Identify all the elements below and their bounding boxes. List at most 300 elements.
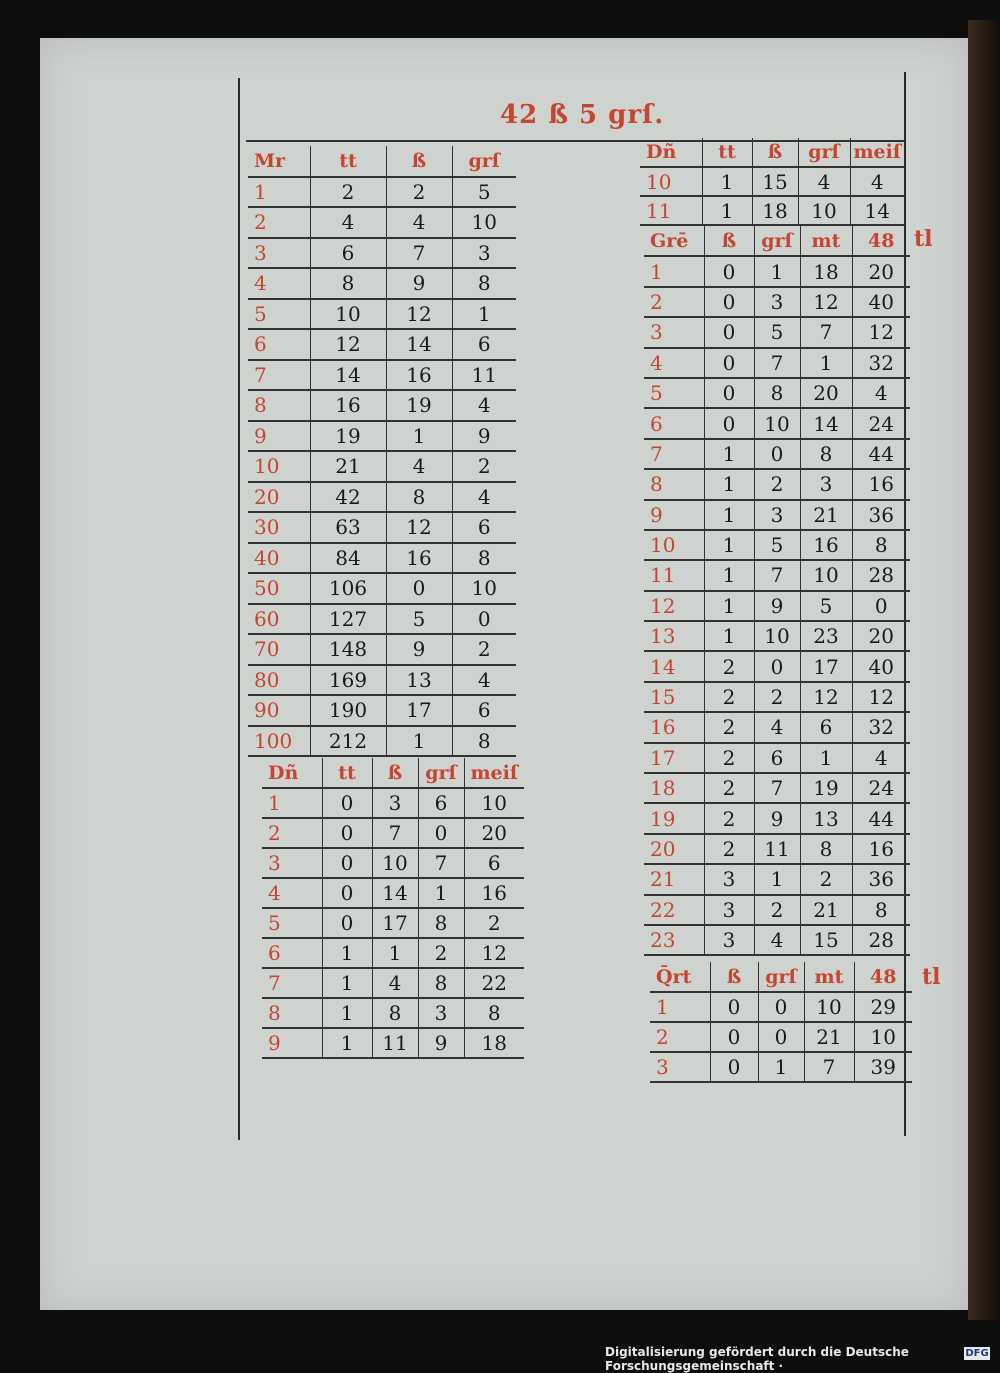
table-cell: 0 (704, 408, 754, 438)
table-cell: 10 (372, 848, 418, 878)
table-row (248, 299, 516, 330)
table-row (248, 695, 516, 726)
table-cell: 0 (710, 1022, 758, 1052)
table-cell: 3 (754, 287, 800, 317)
table-cell: 0 (704, 348, 754, 378)
left-table-days (262, 758, 524, 1059)
row-label: 80 (248, 665, 310, 696)
table-cell: 4 (754, 925, 800, 955)
header-cell: tt (310, 146, 386, 177)
table-cell: 7 (754, 348, 800, 378)
table-cell: 1 (704, 530, 754, 560)
table-cell: 1 (418, 878, 464, 908)
table-cell: 4 (852, 378, 910, 408)
table-cell: 127 (310, 604, 386, 635)
table-cell: 1 (386, 726, 452, 757)
table-cell: 7 (372, 818, 418, 848)
table-row (644, 500, 910, 530)
table-cell: 148 (310, 634, 386, 665)
table-cell: 13 (386, 665, 452, 696)
table-cell: 19 (310, 421, 386, 452)
header-cell: ß (386, 146, 452, 177)
table-cell: 8 (852, 895, 910, 925)
table-cell: 24 (852, 773, 910, 803)
table-cell: 20 (800, 378, 852, 408)
table-cell: 8 (852, 530, 910, 560)
table-row (248, 360, 516, 391)
header-cell: ß (704, 226, 754, 256)
table-cell: 17 (800, 651, 852, 681)
table-cell: 21 (800, 500, 852, 530)
row-label: 6 (248, 329, 310, 360)
table-cell: 3 (704, 864, 754, 894)
table-row (644, 439, 910, 469)
header-cell: Q̄rt (650, 962, 710, 992)
table-cell: 6 (754, 743, 800, 773)
table-cell: 20 (852, 621, 910, 651)
table-cell: 1 (322, 998, 372, 1028)
table-row (644, 712, 910, 742)
table-cell: 12 (386, 512, 452, 543)
table-row (644, 743, 910, 773)
table-cell: 12 (800, 287, 852, 317)
table-cell: 10 (804, 992, 854, 1022)
table-row (262, 878, 524, 908)
book-edge (968, 20, 1000, 1320)
table-cell: 10 (798, 196, 850, 225)
table-row (262, 908, 524, 938)
table-cell: 0 (322, 818, 372, 848)
table-cell: 5 (754, 317, 800, 347)
row-label: 50 (248, 573, 310, 604)
header-cell: grſ (798, 138, 850, 167)
table-row (644, 651, 910, 681)
table-cell: 10 (452, 207, 516, 238)
table-row (644, 317, 910, 347)
table-cell: 2 (754, 895, 800, 925)
row-label: 40 (248, 543, 310, 574)
table-cell: 0 (758, 1022, 804, 1052)
table-cell: 0 (704, 287, 754, 317)
table-cell: 0 (322, 878, 372, 908)
table-cell: 7 (418, 848, 464, 878)
footer-credit: Digitalisierung gefördert durch die Deutsche Forschungsgemeinschaft · (605, 1345, 909, 1373)
table-cell: 2 (310, 177, 386, 208)
header-cell: grſ (758, 962, 804, 992)
table-cell: 16 (852, 834, 910, 864)
table-cell: 1 (322, 968, 372, 998)
table-cell: 23 (800, 621, 852, 651)
table-row (644, 560, 910, 590)
table-cell: 8 (452, 543, 516, 574)
row-label: 7 (262, 968, 322, 998)
table-cell: 1 (702, 196, 752, 225)
table-row (248, 573, 516, 604)
table-row (644, 864, 910, 894)
table-cell: 3 (452, 238, 516, 269)
table-cell: 12 (852, 682, 910, 712)
table-cell: 44 (852, 803, 910, 833)
table-cell: 13 (800, 803, 852, 833)
table-cell: 18 (464, 1028, 524, 1058)
table-cell: 36 (852, 864, 910, 894)
table-cell: 10 (452, 573, 516, 604)
row-label: 8 (644, 469, 704, 499)
table-cell: 11 (372, 1028, 418, 1058)
table-cell: 1 (704, 560, 754, 590)
row-label: 1 (248, 177, 310, 208)
table-cell: 1 (800, 743, 852, 773)
row-label: 30 (248, 512, 310, 543)
table-cell: 0 (710, 992, 758, 1022)
table-cell: 3 (754, 500, 800, 530)
table-cell: 2 (452, 634, 516, 665)
table-cell: 40 (852, 287, 910, 317)
row-label: 5 (248, 299, 310, 330)
table-cell: 9 (386, 268, 452, 299)
header-cell: mt (804, 962, 854, 992)
table-cell: 9 (386, 634, 452, 665)
table-row (644, 408, 910, 438)
right-table-quarters (650, 962, 912, 1083)
table-cell: 1 (322, 1028, 372, 1058)
header-cell: Dñ (640, 138, 702, 167)
row-label: 15 (644, 682, 704, 712)
table-row (248, 512, 516, 543)
table-row (248, 451, 516, 482)
table-cell: 1 (704, 621, 754, 651)
table-cell: 6 (452, 329, 516, 360)
table-row (248, 390, 516, 421)
row-label: 2 (248, 207, 310, 238)
table-cell: 1 (754, 256, 800, 286)
table-cell: 2 (418, 938, 464, 968)
table-cell: 4 (850, 167, 904, 196)
table-row (644, 621, 910, 651)
table-cell: 9 (418, 1028, 464, 1058)
row-label: 18 (644, 773, 704, 803)
header-cell: Dñ (262, 758, 322, 788)
header-cell: ß (372, 758, 418, 788)
header-cell: meiſ (850, 138, 904, 167)
table-cell: 29 (854, 992, 912, 1022)
table-cell: 11 (754, 834, 800, 864)
table-cell: 9 (452, 421, 516, 452)
table-row (644, 895, 910, 925)
left-table-marks (248, 146, 516, 757)
table-cell: 1 (800, 348, 852, 378)
row-label: 5 (644, 378, 704, 408)
table-cell: 8 (386, 482, 452, 513)
row-label: 2 (262, 818, 322, 848)
table-cell: 16 (852, 469, 910, 499)
table-cell: 12 (464, 938, 524, 968)
row-label: 100 (248, 726, 310, 757)
table-cell: 4 (372, 968, 418, 998)
table-cell: 20 (464, 818, 524, 848)
table-cell: 0 (758, 992, 804, 1022)
row-label: 11 (640, 196, 702, 225)
row-label: 70 (248, 634, 310, 665)
table-header (644, 226, 910, 256)
table-row (248, 604, 516, 635)
table-cell: 190 (310, 695, 386, 726)
table-cell: 16 (800, 530, 852, 560)
table-cell: 12 (386, 299, 452, 330)
table-cell: 39 (854, 1052, 912, 1082)
table-cell: 14 (800, 408, 852, 438)
table-cell: 7 (754, 560, 800, 590)
table-cell: 4 (452, 482, 516, 513)
header-cell: 48 (854, 962, 912, 992)
table-cell: 1 (372, 938, 418, 968)
row-label: 13 (644, 621, 704, 651)
table-cell: 9 (754, 591, 800, 621)
table-cell: 2 (452, 451, 516, 482)
table-cell: 2 (754, 469, 800, 499)
header-cell: Grē (644, 226, 704, 256)
table-cell: 1 (704, 469, 754, 499)
table-cell: 63 (310, 512, 386, 543)
table-cell: 4 (798, 167, 850, 196)
table-cell: 0 (322, 788, 372, 818)
table-cell: 8 (310, 268, 386, 299)
table-cell: 28 (852, 560, 910, 590)
table-row (644, 803, 910, 833)
table-cell: 0 (704, 317, 754, 347)
table-row (248, 726, 516, 757)
table-cell: 2 (464, 908, 524, 938)
table-cell: 8 (754, 378, 800, 408)
table-cell: 0 (322, 848, 372, 878)
table-cell: 14 (372, 878, 418, 908)
table-cell: 2 (704, 682, 754, 712)
table-cell: 15 (800, 925, 852, 955)
table-cell: 3 (372, 788, 418, 818)
row-label: 3 (650, 1052, 710, 1082)
table-row (248, 268, 516, 299)
table-header (262, 758, 524, 788)
table-row (644, 530, 910, 560)
row-label: 17 (644, 743, 704, 773)
table-header (640, 138, 904, 167)
row-label: 2 (650, 1022, 710, 1052)
header-cell: grſ (418, 758, 464, 788)
table-row (248, 543, 516, 574)
table-row (262, 938, 524, 968)
table-cell: 0 (754, 651, 800, 681)
table-cell: 40 (852, 651, 910, 681)
row-label: 10 (640, 167, 702, 196)
table-cell: 10 (754, 408, 800, 438)
right-table-hours (644, 226, 910, 956)
table-cell: 212 (310, 726, 386, 757)
table-row (248, 482, 516, 513)
table-cell: 1 (704, 591, 754, 621)
table-cell: 5 (452, 177, 516, 208)
table-cell: 4 (310, 207, 386, 238)
table-cell: 6 (800, 712, 852, 742)
table-cell: 14 (310, 360, 386, 391)
row-label: 1 (650, 992, 710, 1022)
table-cell: 21 (800, 895, 852, 925)
table-cell: 16 (464, 878, 524, 908)
row-label: 8 (262, 998, 322, 1028)
table-cell: 4 (452, 665, 516, 696)
table-header (650, 962, 912, 992)
table-cell: 7 (754, 773, 800, 803)
table-cell: 19 (386, 390, 452, 421)
row-label: 22 (644, 895, 704, 925)
table-cell: 11 (452, 360, 516, 391)
table-cell: 10 (800, 560, 852, 590)
table-row (650, 1022, 912, 1052)
table-row (262, 788, 524, 818)
table-cell: 14 (386, 329, 452, 360)
table-cell: 0 (418, 818, 464, 848)
table-cell: 2 (704, 834, 754, 864)
table-cell: 84 (310, 543, 386, 574)
table-cell: 8 (464, 998, 524, 1028)
table-cell: 2 (704, 743, 754, 773)
row-label: 21 (644, 864, 704, 894)
table-cell: 0 (386, 573, 452, 604)
right-table-days (640, 138, 904, 226)
header-cell: Mr (248, 146, 310, 177)
row-label: 90 (248, 695, 310, 726)
table-cell: 1 (704, 439, 754, 469)
table-row (644, 256, 910, 286)
header-cell: grſ (754, 226, 800, 256)
table-row (644, 834, 910, 864)
row-label: 3 (644, 317, 704, 347)
table-cell: 36 (852, 500, 910, 530)
table-row (644, 682, 910, 712)
row-label: 1 (262, 788, 322, 818)
table-row (262, 818, 524, 848)
table-cell: 4 (386, 207, 452, 238)
table-cell: 17 (386, 695, 452, 726)
table-cell: 8 (418, 908, 464, 938)
header-cell: meiſ (464, 758, 524, 788)
table-cell: 28 (852, 925, 910, 955)
table-cell: 3 (704, 925, 754, 955)
header-cell: ß (752, 138, 798, 167)
table-cell: 0 (710, 1052, 758, 1082)
table-cell: 7 (386, 238, 452, 269)
dfg-logo: DFG (965, 1348, 989, 1359)
table-cell: 44 (852, 439, 910, 469)
row-label: 2 (644, 287, 704, 317)
table-row (640, 167, 904, 196)
table-cell: 8 (452, 726, 516, 757)
row-label: 60 (248, 604, 310, 635)
table-cell: 6 (452, 695, 516, 726)
table-cell: 10 (310, 299, 386, 330)
header-cell: 48 (852, 226, 910, 256)
row-label: 9 (644, 500, 704, 530)
table-cell: 8 (452, 268, 516, 299)
table-cell: 0 (754, 439, 800, 469)
table-cell: 0 (852, 591, 910, 621)
table-cell: 32 (852, 348, 910, 378)
table-cell: 3 (800, 469, 852, 499)
header-cell: tt (702, 138, 752, 167)
table-row (644, 348, 910, 378)
row-label: 12 (644, 591, 704, 621)
table-row (644, 591, 910, 621)
table-cell: 3 (418, 998, 464, 1028)
table-cell: 1 (322, 938, 372, 968)
table-cell: 10 (464, 788, 524, 818)
row-label: 9 (262, 1028, 322, 1058)
row-label: 3 (262, 848, 322, 878)
row-label: 7 (644, 439, 704, 469)
row-label: 8 (248, 390, 310, 421)
table-header (248, 146, 516, 177)
row-label: 4 (262, 878, 322, 908)
table-cell: 14 (850, 196, 904, 225)
table-cell: 17 (372, 908, 418, 938)
table-cell: 8 (372, 998, 418, 1028)
table-cell: 1 (702, 167, 752, 196)
table-cell: 8 (800, 439, 852, 469)
table-row (248, 329, 516, 360)
row-label: 9 (248, 421, 310, 452)
row-label: 7 (248, 360, 310, 391)
table-cell: 6 (418, 788, 464, 818)
table-row (262, 848, 524, 878)
row-label: 20 (644, 834, 704, 864)
row-label: 20 (248, 482, 310, 513)
row-label: 4 (644, 348, 704, 378)
table-cell: 18 (752, 196, 798, 225)
table-row (248, 238, 516, 269)
table-cell: 5 (800, 591, 852, 621)
row-label: 6 (262, 938, 322, 968)
table-row (248, 665, 516, 696)
table-cell: 2 (386, 177, 452, 208)
table-cell: 4 (452, 390, 516, 421)
table-cell: 8 (418, 968, 464, 998)
table-cell: 16 (386, 543, 452, 574)
table-cell: 4 (386, 451, 452, 482)
row-label: 10 (248, 451, 310, 482)
table-cell: 12 (852, 317, 910, 347)
table-cell: 6 (452, 512, 516, 543)
table-row (650, 1052, 912, 1082)
table-cell: 22 (464, 968, 524, 998)
table-row (644, 287, 910, 317)
table-cell: 15 (752, 167, 798, 196)
table-cell: 24 (852, 408, 910, 438)
table-cell: 1 (386, 421, 452, 452)
table-cell: 12 (310, 329, 386, 360)
row-label: 6 (644, 408, 704, 438)
row-label: 3 (248, 238, 310, 269)
table-row (644, 378, 910, 408)
table-cell: 20 (852, 256, 910, 286)
header-cell: ß (710, 962, 758, 992)
table-cell: 6 (464, 848, 524, 878)
table-cell: 0 (704, 256, 754, 286)
row-label: 5 (262, 908, 322, 938)
table-cell: 18 (800, 256, 852, 286)
table-cell: 7 (804, 1052, 854, 1082)
table-cell: 21 (804, 1022, 854, 1052)
table-row (248, 207, 516, 238)
table-cell: 1 (452, 299, 516, 330)
